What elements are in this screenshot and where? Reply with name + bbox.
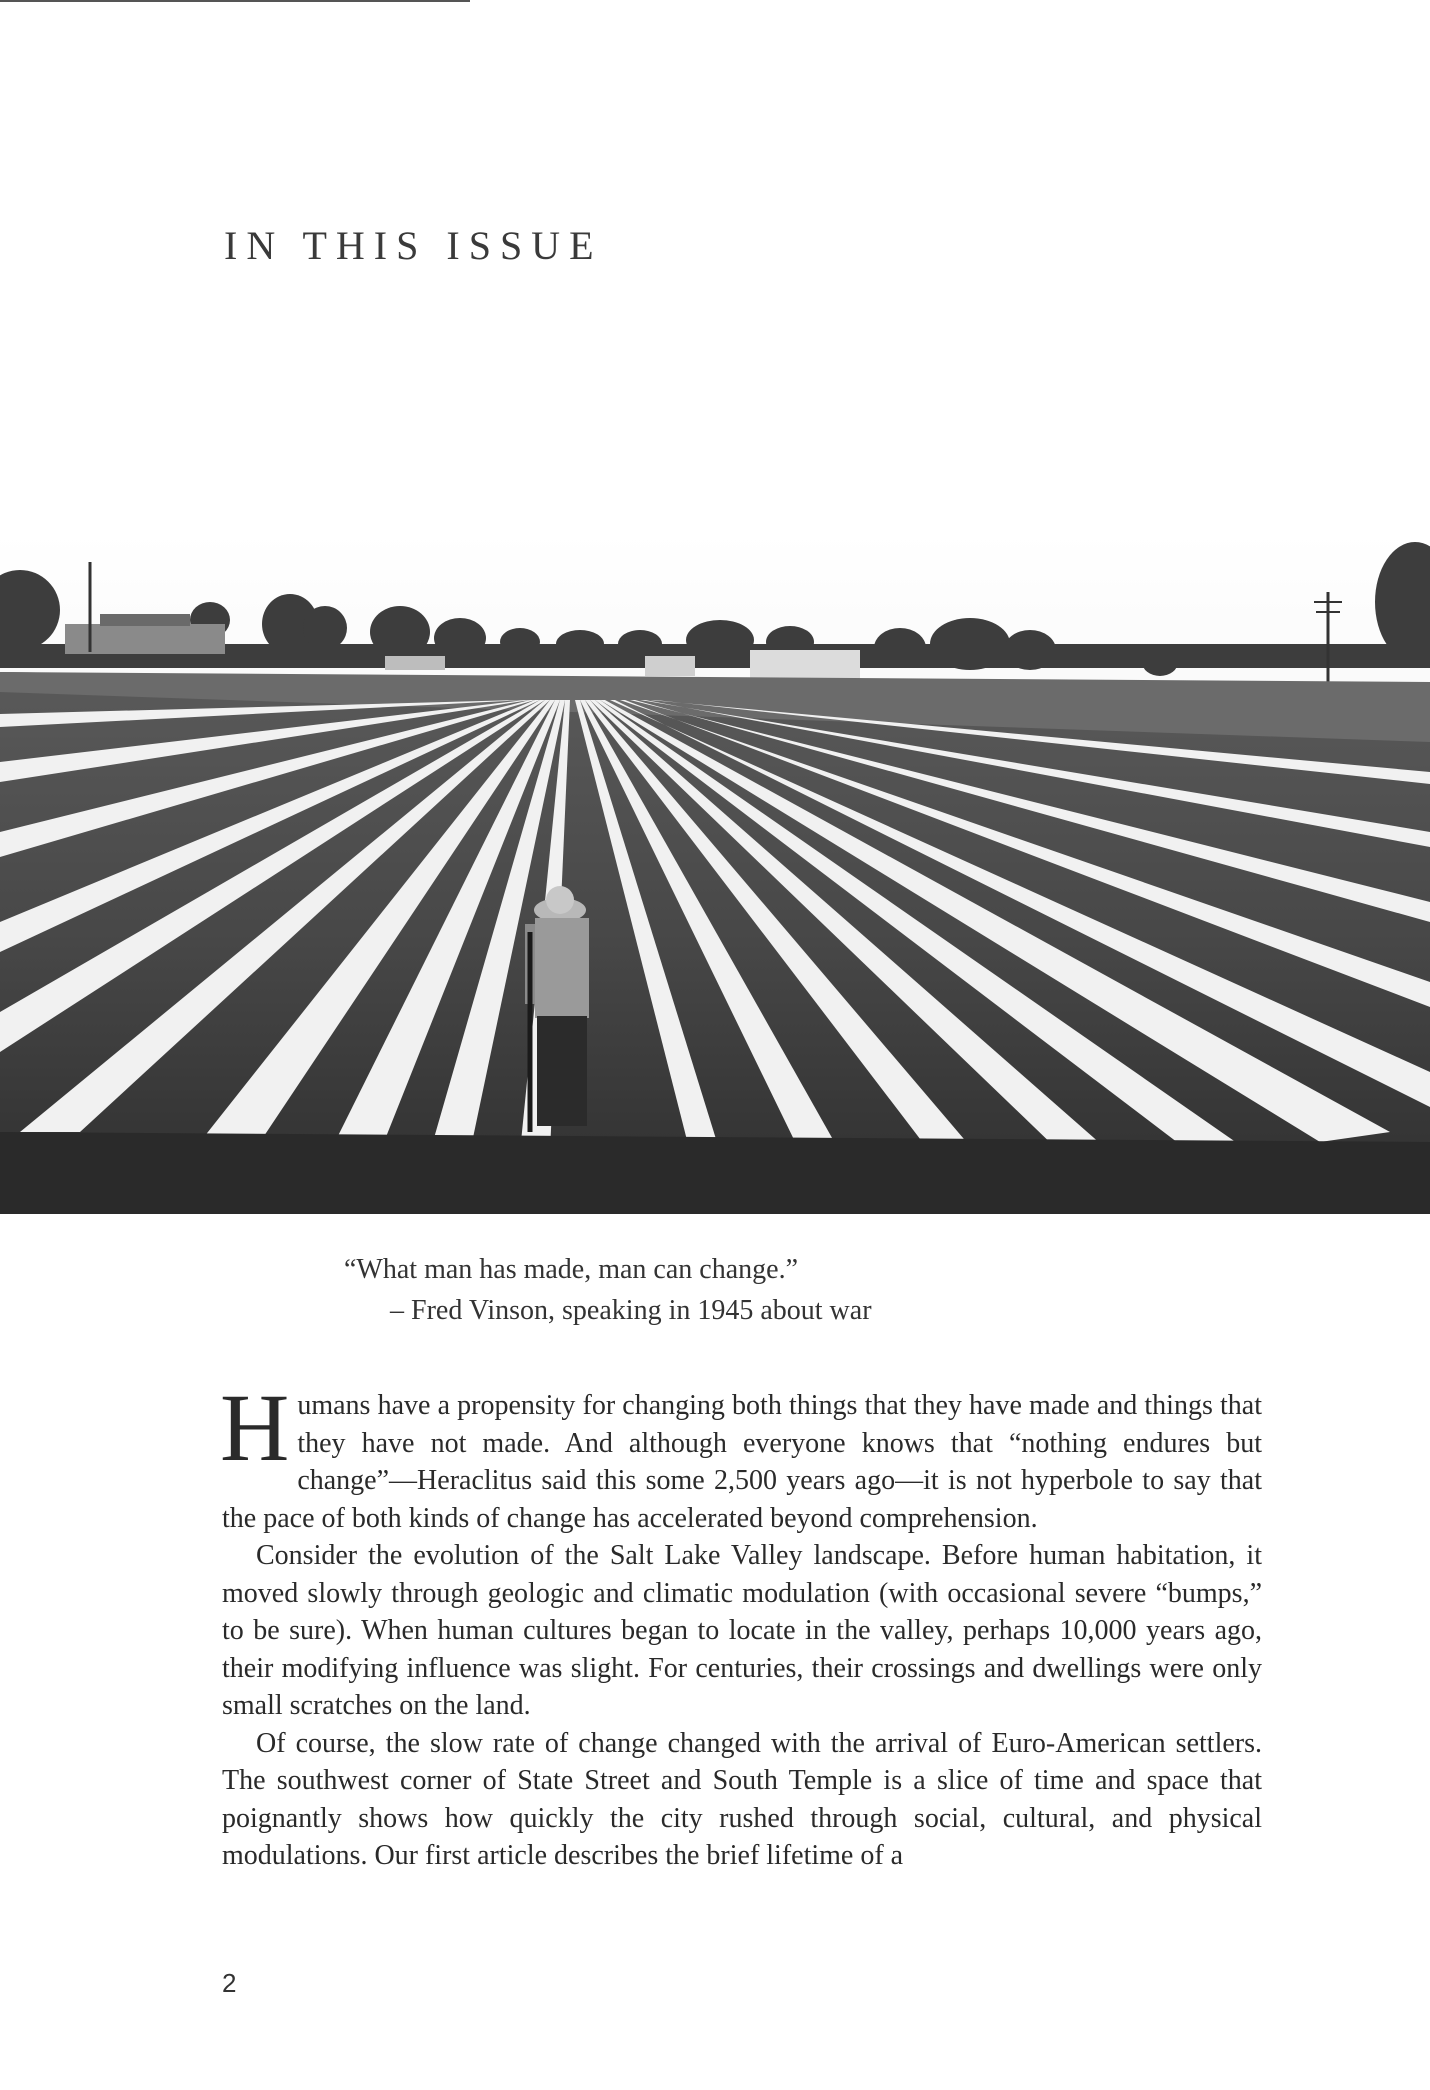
paragraph-3: Of course, the slow rate of change changed with the arrival of Euro-American settlers. The southwest corner of State Street and South Temple is a slice of time and space that poignantly shows how quickly the city rushed through social, cultural, and physical modulations. Our first article describes the brief lifetime of a bbox=[222, 1727, 1262, 1871]
article-body bbox=[220, 1374, 1262, 1875]
field-photo-image bbox=[0, 532, 1430, 1214]
paragraph-2: Consider the evolution of the Salt Lake Valley landscape. Before human habitation, it moved slowly through geologic and climatic modulation (with occasional severe “bumps,” to be sure). When human cultures began to locate in the valley, perhaps 10,000 years ago, their modifying influence was slight. For centuries, their crossings and dwellings were only small scratches on the land. bbox=[222, 1540, 1262, 1721]
epigraph-quote: “What man has made, man can change.” bbox=[344, 1254, 799, 1285]
page-number: 2 bbox=[222, 1968, 237, 1998]
epigraph-attribution: – Fred Vinson, speaking in 1945 about war bbox=[390, 1295, 872, 1326]
section-header: IN THIS ISSUE bbox=[224, 223, 603, 268]
paragraph-1-text: umans have a propensity for changing both things that they have made and things that they have not made. And although everyone knows that “nothing endures but change”—Heraclitus said this some 2,500 years ago—it is not hyperbole to say that the pace of both kinds of change has accelerated beyond comprehension. bbox=[222, 1390, 1262, 1534]
drop-cap: H bbox=[220, 1374, 290, 1481]
top-rule bbox=[0, 0, 470, 2]
field-photo bbox=[0, 532, 1430, 1214]
paragraph-1 bbox=[220, 1374, 1262, 1537]
